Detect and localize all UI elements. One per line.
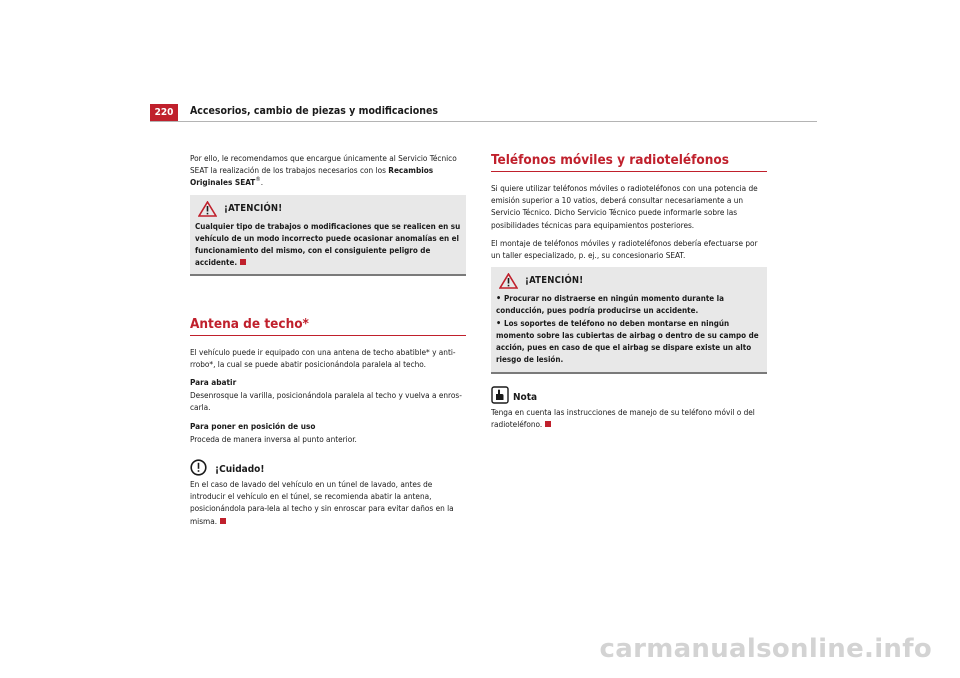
telefonos-paragraph-2: El montaje de teléfonos móviles y radioteléfonos debería efectuarse por un taller especializado, p. ej., su concesionario SEAT.	[491, 237, 758, 261]
text-abatir: Desenrosque la varilla, posicionándola paralela al techo y vuelva a enros-carla.	[190, 390, 462, 413]
subheading-abatir: Para abatir	[190, 377, 237, 388]
warning-title: ¡ATENCIÓN!	[525, 275, 584, 287]
telefonos-paragraph-1: Si quiere utilizar teléfonos móviles o radioteléfonos con una potencia de emisión superior a 10 vatios, deberá consultar necesariamente a un Servicio Técnico. Dicho Servicio Técnico puede informarle sobre las posibilidades técnicas para equipamientos posteriores.	[491, 183, 758, 230]
warning-item-text: Procurar no distraerse en ningún momento durante la conducción, pues podría producirse un accidente.	[496, 294, 724, 316]
end-square-icon	[545, 421, 551, 427]
registered-mark: ®	[255, 176, 261, 184]
warning-item	[496, 293, 762, 317]
left-column	[190, 152, 466, 533]
note-hand-icon	[491, 386, 509, 404]
warning-header	[195, 199, 461, 219]
warning-header	[496, 271, 762, 291]
right-column	[491, 152, 767, 437]
warning-item	[496, 318, 762, 366]
watermark: carmanualsonline.info	[599, 634, 932, 664]
caution-title: ¡Cuidado!	[215, 463, 265, 475]
text-posicion-uso: Proceda de manera inversa al punto anterior.	[190, 433, 357, 444]
note-title: Nota	[513, 392, 538, 404]
warning-item-text: Los soportes de teléfono no deben montarse en ningún momento sobre las cubiertas de airbag o dentro de su campo de acción, pues en caso de que el airbag se dispare existe un alto riesgo de lesión.	[496, 319, 759, 365]
caution-body: En el caso de lavado del vehículo en un túnel de lavado, antes de introducir el vehículo en el túnel, se recomienda abatir la antena, posicionándola para-lela al techo y sin enroscar para evitar daños en la misma.	[190, 479, 454, 526]
page-number: 220	[150, 104, 178, 121]
warning-triangle-icon	[499, 273, 518, 289]
intro-end: .	[260, 177, 264, 188]
bullet-icon: •	[496, 319, 502, 330]
warning-text	[195, 221, 461, 269]
section-title-antena: Antena de techo*	[190, 316, 466, 336]
warning-list	[496, 293, 762, 366]
caution-exclamation-icon	[190, 459, 207, 476]
end-square-icon	[220, 518, 226, 524]
header-rule	[150, 121, 817, 122]
intro-bold: Recambios Originales SEAT	[190, 165, 434, 188]
end-square-icon	[240, 259, 246, 265]
section-title-telefonos: Teléfonos móviles y radioteléfonos	[491, 152, 767, 172]
warning-title: ¡ATENCIÓN!	[224, 202, 283, 214]
running-title: Accesorios, cambio de piezas y modificaciones	[190, 105, 438, 117]
caution-text	[190, 478, 466, 527]
warning-body: Cualquier tipo de trabajos o modificaciones que se realicen en su vehículo de un modo incorrecto puede ocasionar anomalías en el funcionamiento del mismo, con el consiguiente peligro de accidente.	[195, 221, 461, 267]
bullet-icon: •	[496, 294, 502, 305]
caution-header	[190, 459, 466, 476]
warning-box	[190, 195, 466, 276]
note-body: Tenga en cuenta las instrucciones de manejo de su teléfono móvil o del radioteléfono.	[491, 407, 755, 430]
subheading-posicion-uso: Para poner en posición de uso	[190, 420, 316, 431]
section-intro: El vehículo puede ir equipado con una antena de techo abatible* y anti-rrobo*, la cual se puede abatir posicionándola paralela al techo.	[190, 346, 456, 369]
intro-text: Por ello, le recomendamos que encargue únicamente al Servicio Técnico SEAT la realización de los trabajos necesarios con los	[190, 153, 457, 176]
warning-triangle-icon	[198, 201, 217, 217]
note-header	[491, 386, 767, 404]
warning-box-telefonos	[491, 267, 767, 374]
note-text	[491, 406, 767, 430]
intro-paragraph	[190, 152, 466, 189]
